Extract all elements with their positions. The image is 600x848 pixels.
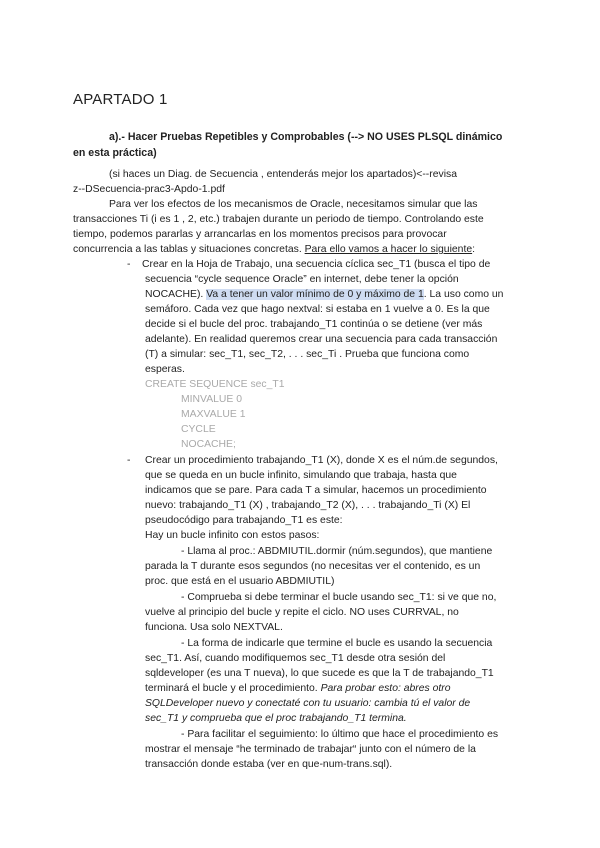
bullet-2-line-3: indicamos que se pare. Para cada T a simular, hacemos un procedimiento xyxy=(145,485,487,496)
bullet-1-line-7: (T) a simular: sec_T1, sec_T2, . . . sec_Ti . Prueba que funciona como xyxy=(145,349,470,360)
step-4-line-1: - Para facilitar el seguimiento: lo último que hace el procedimiento es xyxy=(181,729,499,740)
step-2-line-1: - Comprueba si debe terminar el bucle usando sec_T1: si ve que no, xyxy=(181,592,497,603)
bullet-2-line-1: Crear un procedimiento trabajando_T1 (X), donde X es el núm.de segundos, xyxy=(145,455,498,466)
bullet-1-line-6: adelante). En realidad queremos crear una secuencia para cada transacción xyxy=(145,334,498,345)
code-line-2: MINVALUE 0 xyxy=(181,394,243,405)
bullet-1-line-3-text: NOCACHE). xyxy=(145,289,207,300)
step-3-italic-text: Para probar esto: abres otro xyxy=(320,683,451,694)
code-line-3: MAXVALUE 1 xyxy=(181,409,246,420)
note-line-1: (si haces un Diag. de Secuencia , entenderás mejor los apartados)<--revisa xyxy=(109,169,457,180)
bullet-1-line-8: esperas. xyxy=(145,364,185,375)
code-line-5: NOCACHE; xyxy=(181,439,236,450)
bullet-2-line-4: nuevo: trabajando_T1 (X) , trabajando_T2 (X), . . . trabajando_Ti (X) El xyxy=(145,500,471,511)
step-4-line-2: mostrar el mensaje “he terminado de trabajar“ junto con el número de la xyxy=(145,744,476,755)
step-1-line-2: parada la T durante esos segundos (no necesitas ver el contenido, es un xyxy=(145,561,481,572)
intro-line-2: transacciones Ti (i es 1 , 2, etc.) trabajen durante un periodo de tiempo. Controlando este xyxy=(73,214,484,225)
intro-underlined-text: Para ello vamos a hacer lo siguiente xyxy=(304,244,473,255)
intro-line-1: Para ver los efectos de los mecanismos de Oracle, necesitamos simular que las xyxy=(109,199,478,210)
step-3-line-1: - La forma de indicarle que termine el bucle es usando la secuencia xyxy=(181,638,493,649)
bullet-1-line-5: decide si el bucle del proc. trabajando_T1 continúa o se detiene (ver más xyxy=(145,319,483,330)
section-title: APARTADO 1 xyxy=(73,91,168,108)
intro-line-3: tiempo, podemos pararlas y arrancarlas en los momentos precisos para provocar xyxy=(73,229,447,240)
intro-line-4 xyxy=(73,242,475,257)
step-4-line-3: transacción donde estaba (ver en que-num-trans.sql). xyxy=(145,759,393,770)
bullet-2-line-5: pseudocódigo para trabajando_T1 es este: xyxy=(145,515,343,526)
heading-line-1: a).- Hacer Pruebas Repetibles y Comprobables (--> NO USES PLSQL dinámico xyxy=(109,131,503,143)
bullet-1-dash: - xyxy=(127,259,131,270)
step-3-line-5: SQLDeveloper nuevo y conectaté con tu usuario: cambia tú el valor de xyxy=(145,698,471,709)
step-3-line-6: sec_T1 y comprueba que el proc trabajando_T1 termina. xyxy=(145,713,407,724)
bullet-2-line-6: Hay un bucle infinito con estos pasos: xyxy=(145,530,320,541)
intro-line-4-text: concurrencia a las tablas y situaciones concretas. xyxy=(73,244,305,255)
code-line-1: CREATE SEQUENCE sec_T1 xyxy=(145,379,285,390)
highlighted-text: Va a tener un valor mínimo de 0 y máximo de 1 xyxy=(206,289,424,300)
bullet-1-line-3 xyxy=(145,287,503,302)
bullet-1-line-2: secuencia “cycle sequence Oracle” en internet, debe tener la opción xyxy=(145,274,459,285)
step-3-line-4 xyxy=(145,681,451,696)
bullet-2-dash: - xyxy=(127,455,131,466)
step-1-line-3: proc. que está en el usuario ABDMIUTIL) xyxy=(145,576,335,587)
note-line-2: z--DSecuencia-prac3-Apdo-1.pdf xyxy=(73,184,225,195)
intro-line-4-colon: : xyxy=(472,244,475,255)
bullet-2-line-2: que se queda en un bucle infinito, simulando que trabaja, hasta que xyxy=(145,470,457,481)
heading-line-2: en esta práctica) xyxy=(73,147,157,159)
step-2-line-3: funciona. Usa solo NEXTVAL. xyxy=(145,622,283,633)
step-3-line-4-text: terminará el bucle y el procedimiento. xyxy=(145,683,321,694)
bullet-1-line-4: semáforo. Cada vez que hago nextval: si estaba en 1 vuelve a 0. Es la que xyxy=(145,304,490,315)
code-line-4: CYCLE xyxy=(181,424,216,435)
step-2-line-2: vuelve al principio del bucle y repite el ciclo. NO uses CURRVAL, no xyxy=(145,607,459,618)
step-1-line-1: - Llama al proc.: ABDMIUTIL.dormir (núm.segundos), que mantiene xyxy=(181,546,493,557)
step-3-line-2: sec_T1. Así, cuando modifiquemos sec_T1 desde otra sesión del xyxy=(145,653,446,664)
step-3-line-3: sqldeveloper (es una T nueva), lo que sucede es que la T de trabajando_T1 xyxy=(145,668,494,679)
bullet-1-line-1: Crear en la Hoja de Trabajo, una secuencia cíclica sec_T1 (busca el tipo de xyxy=(142,259,491,270)
bullet-1-line-3-end: . La uso como un xyxy=(423,289,504,300)
